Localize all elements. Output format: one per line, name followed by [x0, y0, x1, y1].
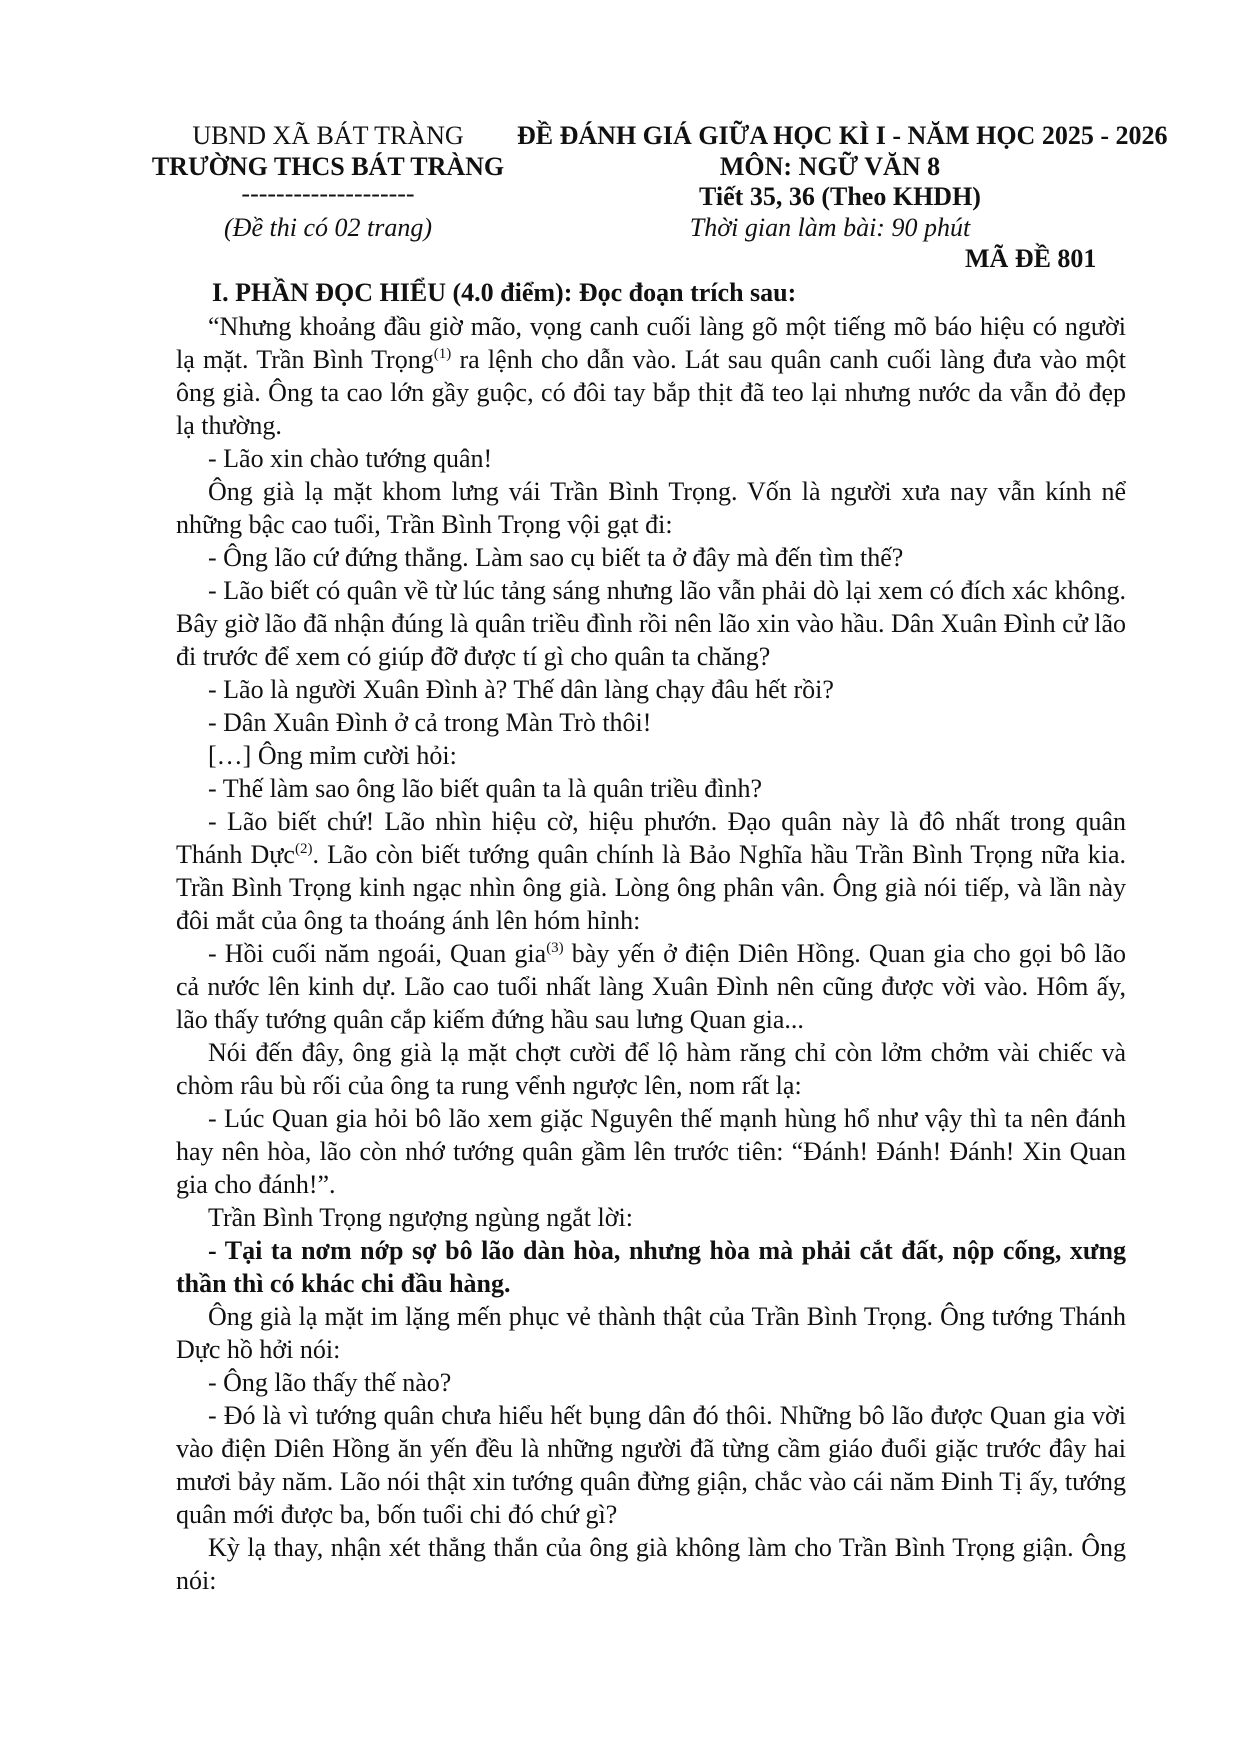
footnote-ref: (1)	[433, 346, 452, 362]
exam-title: ĐỀ ĐÁNH GIÁ GIỮA HỌC KÌ I - NĂM HỌC 2025 - 2026	[517, 121, 1168, 150]
passage-paragraph: - Lão biết có quân về từ lúc tảng sáng nhưng lão vẫn phải dò lại xem có đích xác không. Bây giờ lão đã nhận đúng là quân triều đình rồi nên lão xin vào hầu. Dân Xuân Đình cử lão đi trước để xem có giúp đỡ được tí gì cho quân ta chăng?	[176, 576, 1126, 671]
reading-passage	[176, 310, 1126, 1597]
passage-paragraph: - Hồi cuối năm ngoái, Quan gia$^{(3)}$ bày yến ở điện Diên Hồng. Quan gia cho gọi bô lão cả nước lên kinh dự. Lão cao tuổi nhất làng Xuân Đình nên cũng được vời vào. Hôm ấy, lão thấy tướng quân cắp kiếm đứng hầu sau lưng Quan gia...	[176, 939, 1126, 1034]
school-name: TRƯỜNG THCS BÁT TRÀNG	[151, 152, 505, 181]
passage-paragraph: - Dân Xuân Đình ở cả trong Màn Trò thôi!	[208, 708, 652, 737]
passage-paragraph: Ông già lạ mặt khom lưng vái Trần Bình Trọng. Vốn là người xưa nay vẫn kính nể những bậc cao tuổi, Trần Bình Trọng vội gạt đi:	[176, 477, 1126, 539]
passage-paragraph: - Thế làm sao ông lão biết quân ta là quân triều đình?	[208, 774, 763, 803]
passage-paragraph: - Lúc Quan gia hỏi bô lão xem giặc Nguyên thế mạnh hùng hổ như vậy thì ta nên đánh hay nên hòa, lão còn nhớ tướng quân gầm lên trước tiên: “Đánh! Đánh! Đánh! Xin Quan gia cho đánh!”.	[176, 1104, 1126, 1199]
passage-paragraph: […] Ông mỉm cười hỏi:	[208, 741, 457, 770]
passage-paragraph: - Lão là người Xuân Đình à? Thế dân làng chạy đâu hết rồi?	[208, 675, 834, 704]
passage-paragraph: - Đó là vì tướng quân chưa hiểu hết bụng dân đó thôi. Những bô lão được Quan gia vời vào điện Diên Hồng ăn yến đều là những người đã từng cầm giáo đuổi giặc trước đây hai mươi bảy năm. Lão nói thật xin tướng quân đừng giận, chắc vào cái năm Đinh Tị ấy, tướng quân mới được ba, bốn tuổi chi đó chứ gì?	[176, 1401, 1126, 1529]
header-divider: --------------------	[241, 179, 415, 208]
section-heading: I. PHẦN ĐỌC HIỂU (4.0 điểm): Đọc đoạn trích sau:	[212, 278, 797, 307]
passage-paragraph: - Lão biết chứ! Lão nhìn hiệu cờ, hiệu phướn. Đạo quân này là đô nhất trong quân Thánh Dực$^{(2)}$. Lão còn biết tướng quân chính là Bảo Nghĩa hầu Trần Bình Trọng nữa kia. Trần Bình Trọng kinh ngạc nhìn ông già. Lòng ông phân vân. Ông già nói tiếp, và lần này đôi mắt của ông ta thoáng ánh lên hóm hỉnh:	[176, 807, 1126, 935]
passage-paragraph: - Ông lão thấy thế nào?	[208, 1368, 452, 1397]
passage-paragraph: Ông già lạ mặt im lặng mến phục vẻ thành thật của Trần Bình Trọng. Ông tướng Thánh Dực hồ hởi nói:	[176, 1302, 1126, 1364]
passage-paragraph: - Lão xin chào tướng quân!	[208, 444, 493, 473]
authority-name: UBND XÃ BÁT TRÀNG	[192, 121, 464, 150]
exam-subject: MÔN: NGỮ VĂN 8	[719, 152, 941, 181]
exam-code: MÃ ĐỀ 801	[965, 244, 1097, 273]
exam-time: Thời gian làm bài: 90 phút	[689, 213, 971, 242]
passage-paragraph: Kỳ lạ thay, nhận xét thẳng thắn của ông già không làm cho Trần Bình Trọng giận. Ông nói:	[176, 1533, 1126, 1595]
passage-paragraph: “Nhưng khoảng đầu giờ mão, vọng canh cuối làng gõ một tiếng mõ báo hiệu có người lạ mặt. Trần Bình Trọng$^{(1)}$ ra lệnh cho dẫn vào. Lát sau quân canh cuối làng đưa vào một ông già. Ông ta cao lớn gầy guộc, có đôi tay bắp thịt đã teo lại nhưng nước da vẫn đỏ đẹp lạ thường.	[176, 312, 1127, 440]
passage-paragraph-bold: - Tại ta nơm nớp sợ bô lão dàn hòa, nhưng hòa mà phải cắt đất, nộp cống, xưng thần thì có khác chi đầu hàng.	[176, 1236, 1126, 1298]
footnote-ref: (2)	[294, 841, 313, 857]
passage-paragraph: Trần Bình Trọng ngượng ngùng ngắt lời:	[208, 1203, 633, 1232]
passage-paragraph: Nói đến đây, ông già lạ mặt chợt cười để lộ hàm răng chỉ còn lởm chởm vài chiếc và chòm râu bù rối của ông ta rung vểnh ngược lên, nom rất lạ:	[176, 1038, 1126, 1100]
exam-period: Tiết 35, 36 (Theo KHDH)	[699, 182, 981, 211]
passage-paragraph: - Ông lão cứ đứng thẳng. Làm sao cụ biết ta ở đây mà đến tìm thế?	[208, 543, 904, 572]
pages-note: (Đề thi có 02 trang)	[224, 213, 432, 242]
footnote-ref: (3)	[546, 940, 564, 956]
